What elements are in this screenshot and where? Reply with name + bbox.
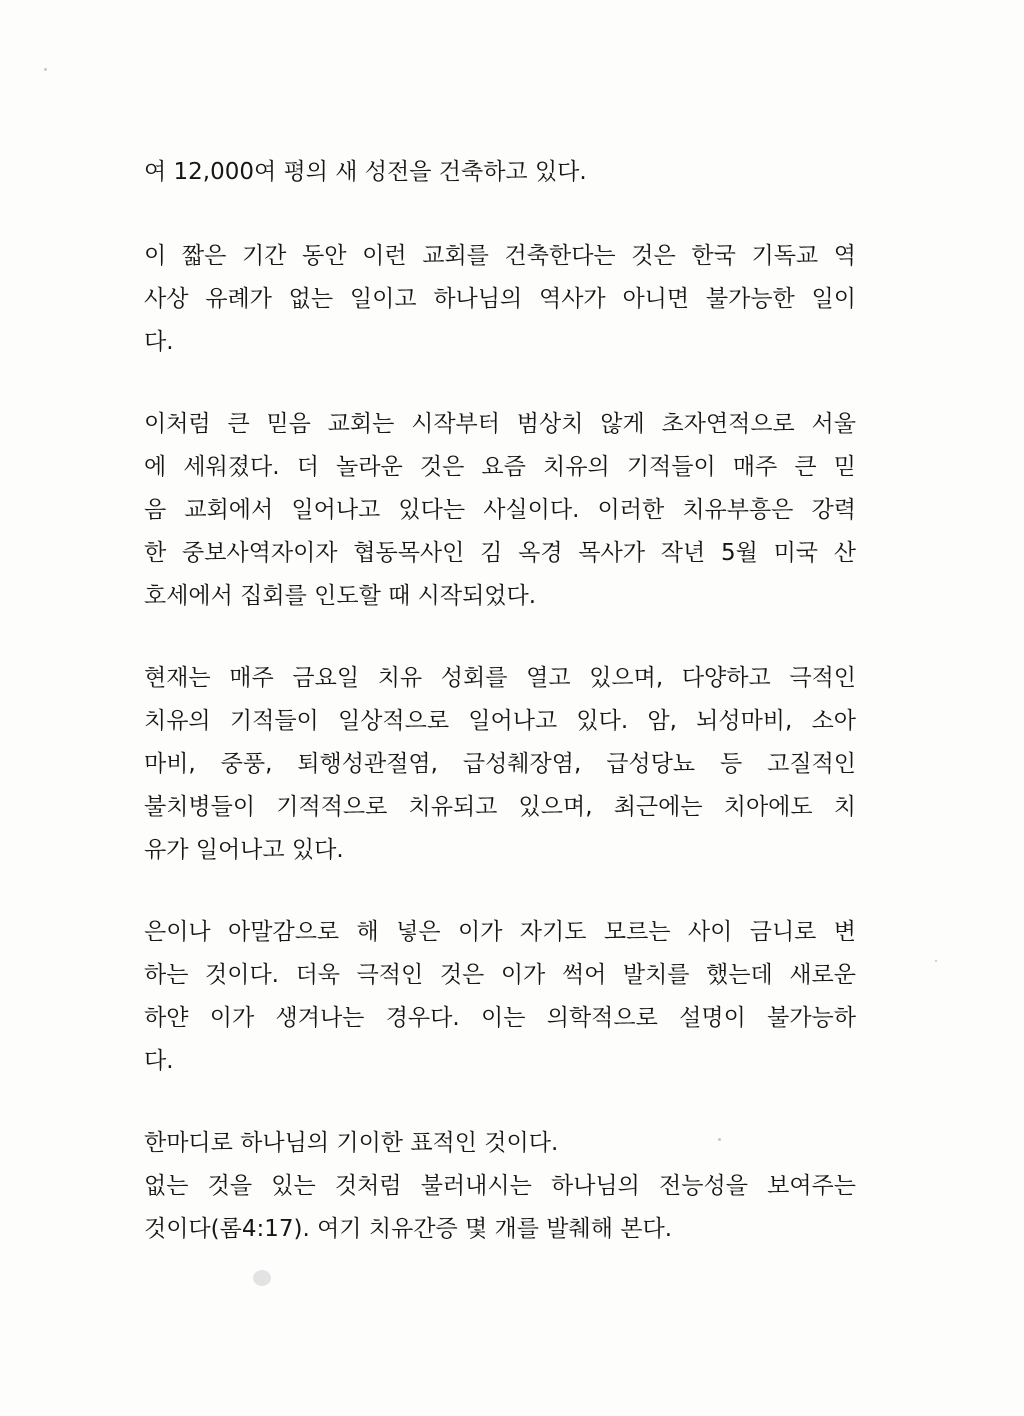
text-line: 마비, 중풍, 퇴행성관절염, 급성췌장염, 급성당뇨 등 고질적인: [144, 751, 856, 777]
scan-speck: [718, 1138, 721, 1141]
text-line: 다.: [144, 329, 174, 355]
text-line: 현재는 매주 금요일 치유 성회를 열고 있으며, 다양하고 극적인: [144, 665, 856, 691]
text-line: 유가 일어나고 있다.: [144, 837, 344, 863]
text-line: 불치병들이 기적적으로 치유되고 있으며, 최근에는 치아에도 치: [144, 794, 856, 820]
text-line: 에 세워졌다. 더 놀라운 것은 요즘 치유의 기적들이 매주 큰 믿: [144, 454, 856, 480]
text-line: 여 12,000여 평의 새 성전을 건축하고 있다.: [144, 159, 587, 185]
text-line: 치유의 기적들이 일상적으로 일어나고 있다. 암, 뇌성마비, 소아: [144, 708, 856, 734]
text-line: 다.: [144, 1048, 174, 1074]
text-line: 한마디로 하나님의 기이한 표적인 것이다.: [144, 1130, 559, 1156]
text-line: 이처럼 큰 믿음 교회는 시작부터 범상치 않게 초자연적으로 서울: [144, 411, 856, 437]
text-line: 없는 것을 있는 것처럼 불러내시는 하나님의 전능성을 보여주는: [144, 1173, 856, 1199]
text-line: 은이나 아말감으로 해 넣은 이가 자기도 모르는 사이 금니로 변: [144, 919, 856, 945]
text-line: 하얀 이가 생겨나는 경우다. 이는 의학적으로 설명이 불가능하: [144, 1005, 856, 1031]
text-line: 음 교회에서 일어나고 있다는 사실이다. 이러한 치유부흥은 강력: [144, 497, 856, 523]
text-line: 이 짧은 기간 동안 이런 교회를 건축한다는 것은 한국 기독교 역: [144, 243, 856, 269]
text-line: 호세에서 집회를 인도할 때 시작되었다.: [144, 583, 537, 609]
text-line: 한 중보사역자이자 협동목사인 김 옥경 목사가 작년 5월 미국 산: [144, 540, 856, 566]
scan-speck: [253, 1270, 271, 1286]
text-line: 것이다(롬4:17). 여기 치유간증 몇 개를 발췌해 본다.: [144, 1216, 673, 1242]
scan-speck: [935, 960, 937, 962]
text-line: 사상 유례가 없는 일이고 하나님의 역사가 아니면 불가능한 일이: [144, 286, 856, 312]
text-line: 하는 것이다. 더욱 극적인 것은 이가 썩어 발치를 했는데 새로운: [144, 962, 856, 988]
scan-speck: [44, 68, 47, 71]
